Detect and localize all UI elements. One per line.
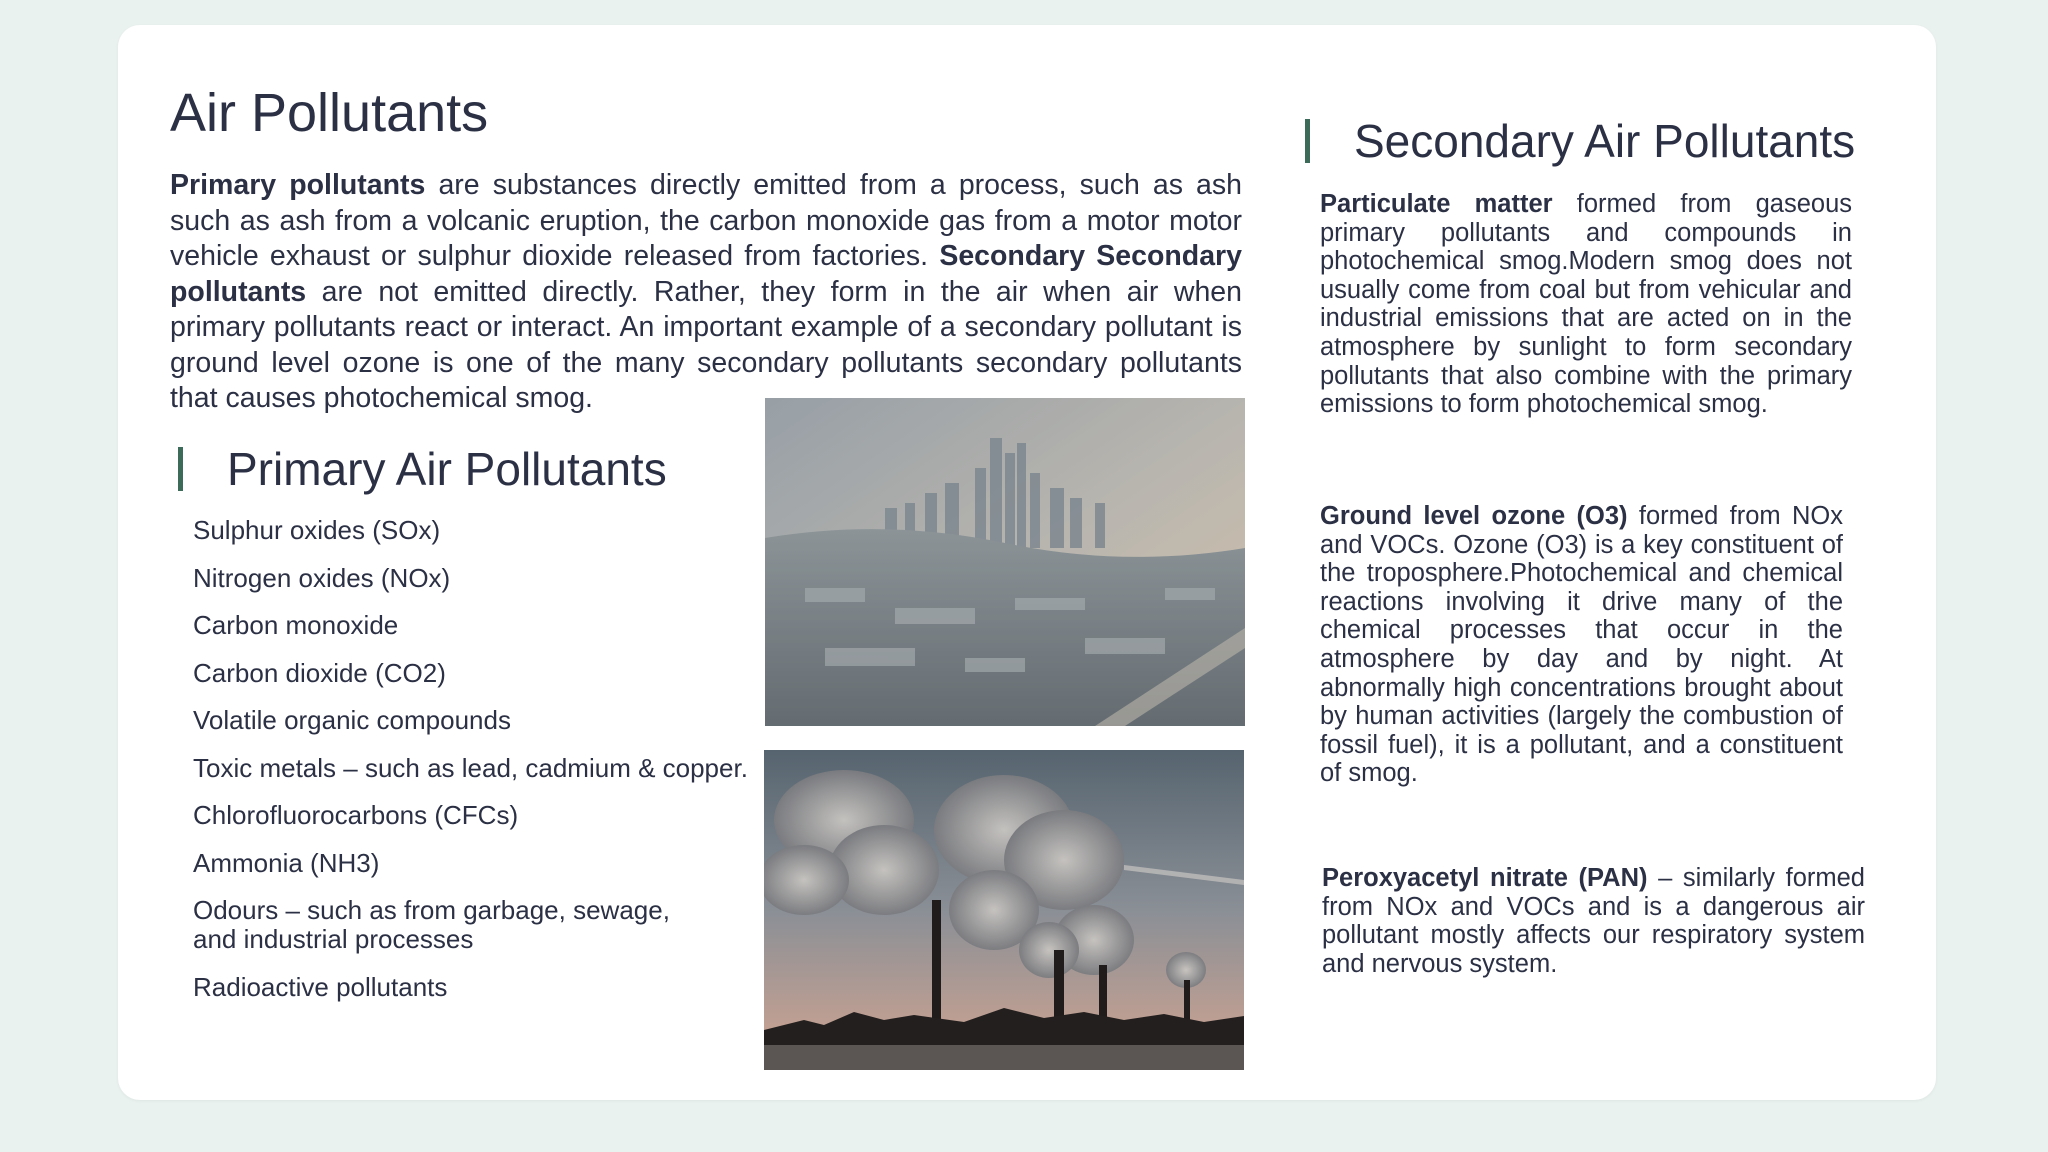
pan-term: Peroxyacetyl nitrate (PAN) [1322,864,1648,892]
ozone-text: formed from NOx and VOCs. Ozone (O3) is a key constituent of the troposphere.Photochemical and chemical reactions involving it drive many of the chemical processes that occur in the atmosphere by day and by night. At abnormally high concentrations brought about by human activities (largely the combustion of fossil fuel), it is a pollutant, and a constituent of smog. [1320,502,1843,788]
primary-pollutants-list [193,516,748,1020]
primary-pollutants-text: are substances directly emitted from a process, such as ash such as ash from a volcanic eruption, the carbon monoxide gas from a motor motor vehicle exhaust or sulphur dioxide released from factories. [170,169,1242,272]
particulate-term: Particulate matter [1320,190,1553,218]
ozone-term: Ground level ozone (O3) [1320,502,1628,530]
page-title: Air Pollutants [170,83,489,143]
factory-smokestacks-photo [764,750,1244,1070]
list-item: Toxic metals – such as lead, cadmium & copper. [193,752,748,783]
intro-paragraph [170,168,1242,417]
pan-text: – similarly formed from NOx and VOCs and is a dangerous air pollutant mostly affects our respiratory system and nervous system. [1322,864,1865,978]
list-item: Carbon monoxide [193,610,399,640]
secondary-pollutants-term: Secondary Secondary pollutants [170,240,1242,308]
secondary-pollutants-text: are not emitted directly. Rather, they form in the air when air when primary pollutants react or interact. An important example of a secondary pollutant is ground level ozone is one of the many secondary pollutants secondary pollutants that causes photochemical smog. [170,275,1242,414]
list-item: Odours – such as from garbage, sewage, and industrial processes [193,895,670,954]
secondary-heading-text: Secondary Air Pollutants [1354,115,1856,167]
ozone-paragraph [1320,502,1843,788]
primary-pollutants-heading [178,442,667,496]
list-item: Chlorofluorocarbons (CFCs) [193,800,519,830]
smoggy-city-photo [765,398,1245,726]
particulate-text: formed from gaseous primary pollutants and compounds in photochemical smog.Modern smog does not usually come from coal but from vehicular and industrial emissions that are acted on in the atmosphere by sunlight to form secondary pollutants that also combine with the primary emissions to form photochemical smog. [1320,190,1852,419]
particulate-matter-paragraph [1320,190,1852,419]
secondary-pollutants-heading [1305,114,1855,168]
accent-bar [178,447,183,491]
list-item: Carbon dioxide (CO2) [193,657,446,688]
list-item: Ammonia (NH3) [193,847,380,878]
list-item: Radioactive pollutants [193,971,448,1002]
pan-paragraph [1322,864,1865,978]
list-item: Nitrogen oxides (NOx) [193,562,451,593]
accent-bar [1305,119,1310,163]
primary-pollutants-term: Primary pollutants [170,169,426,201]
primary-heading-text: Primary Air Pollutants [227,443,667,495]
list-item: Sulphur oxides (SOx) [193,515,441,545]
list-item: Volatile organic compounds [193,705,511,735]
